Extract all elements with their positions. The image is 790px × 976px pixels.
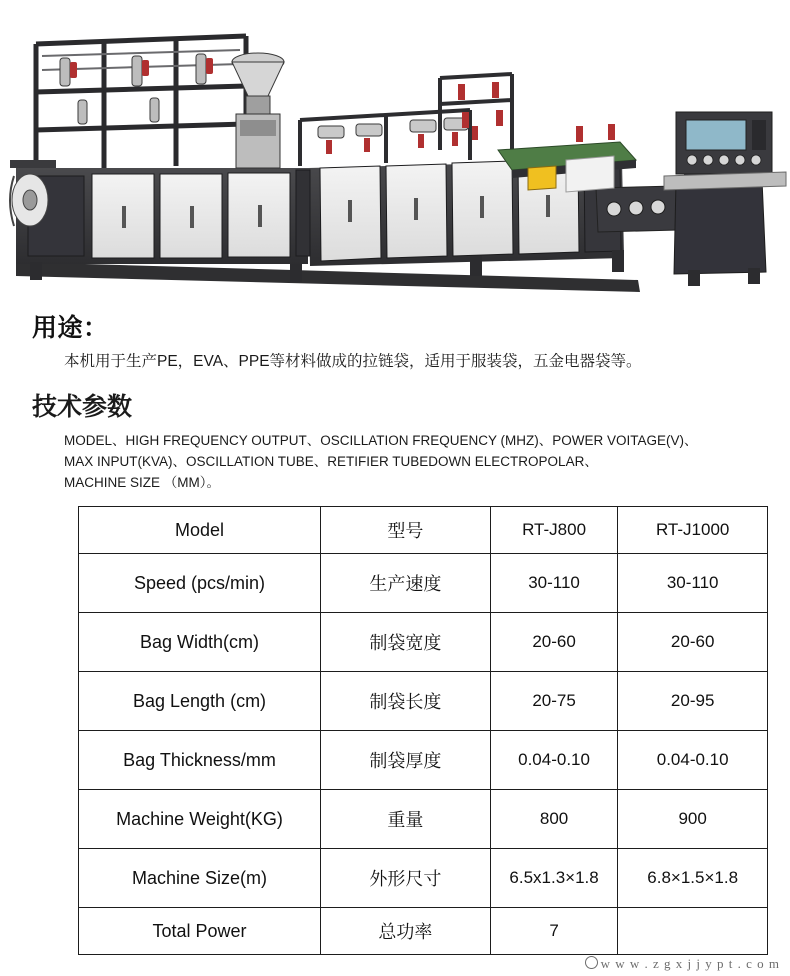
- params-heading: 技术参数: [32, 393, 133, 422]
- cell-rtj1000: 20-60: [618, 613, 768, 672]
- cell-rtj800: 800: [490, 790, 618, 849]
- cell-rtj1000: 900: [618, 790, 768, 849]
- watermark-text: w w w . z g x j j y p t . c o m: [600, 956, 780, 971]
- table-row: [79, 507, 768, 554]
- cell-rtj800: 7: [490, 908, 618, 955]
- cell-en: Bag Length (cm): [79, 672, 321, 731]
- globe-icon: [585, 956, 598, 969]
- table-row: [79, 849, 768, 908]
- specification-table: [78, 506, 768, 955]
- table-row: [79, 790, 768, 849]
- params-description-line-2: MAX INPUT(KVA)、OSCILLATION TUBE、RETIFIER TUBEDOWN ELECTROPOLAR、: [64, 454, 598, 470]
- cell-cn: 制袋宽度: [321, 613, 491, 672]
- usage-heading: 用途：: [32, 314, 109, 342]
- cell-cn: 型号: [321, 507, 491, 554]
- table-row: [79, 613, 768, 672]
- cell-en: Total Power: [79, 908, 321, 955]
- cell-en: Machine Weight(KG): [79, 790, 321, 849]
- table-row: [79, 908, 768, 955]
- machine-illustration: [0, 0, 790, 300]
- cell-cn: 外形尺寸: [321, 849, 491, 908]
- site-watermark: [585, 955, 780, 972]
- cell-cn: 重量: [321, 790, 491, 849]
- params-description: [64, 431, 754, 494]
- usage-text: 本机用于生产PE，EVA、PPE等材料做成的拉链袋，适用于服装袋，五金电器袋等。: [64, 353, 642, 370]
- document-body: [0, 308, 790, 955]
- cell-rtj800: 20-75: [490, 672, 618, 731]
- cell-en: Speed (pcs/min): [79, 554, 321, 613]
- cell-cn: 制袋厚度: [321, 731, 491, 790]
- cell-rtj1000: 30-110: [618, 554, 768, 613]
- cell-rtj1000: [618, 908, 768, 955]
- cell-en: Bag Width(cm): [79, 613, 321, 672]
- cell-rtj1000: RT-J1000: [618, 507, 768, 554]
- params-description-line-3: MACHINE SIZE （MM）。: [64, 475, 221, 491]
- table-row: [79, 672, 768, 731]
- cell-rtj800: 30-110: [490, 554, 618, 613]
- params-description-line-1: MODEL、HIGH FREQUENCY OUTPUT、OSCILLATION FREQUENCY (MHZ)、POWER VOITAGE(V)、: [64, 433, 698, 449]
- cell-rtj800: 6.5x1.3×1.8: [490, 849, 618, 908]
- cell-cn: 制袋长度: [321, 672, 491, 731]
- cell-cn: 总功率: [321, 908, 491, 955]
- cell-rtj800: 0.04-0.10: [490, 731, 618, 790]
- cell-en: Bag Thickness/mm: [79, 731, 321, 790]
- cell-en: Model: [79, 507, 321, 554]
- cell-cn: 生产速度: [321, 554, 491, 613]
- cell-rtj800: 20-60: [490, 613, 618, 672]
- cell-rtj1000: 6.8×1.5×1.8: [618, 849, 768, 908]
- cell-rtj800: RT-J800: [490, 507, 618, 554]
- cell-rtj1000: 0.04-0.10: [618, 731, 768, 790]
- cell-en: Machine Size(m): [79, 849, 321, 908]
- cell-rtj1000: 20-95: [618, 672, 768, 731]
- table-row: [79, 554, 768, 613]
- machine-drawing: [0, 0, 790, 300]
- table-row: [79, 731, 768, 790]
